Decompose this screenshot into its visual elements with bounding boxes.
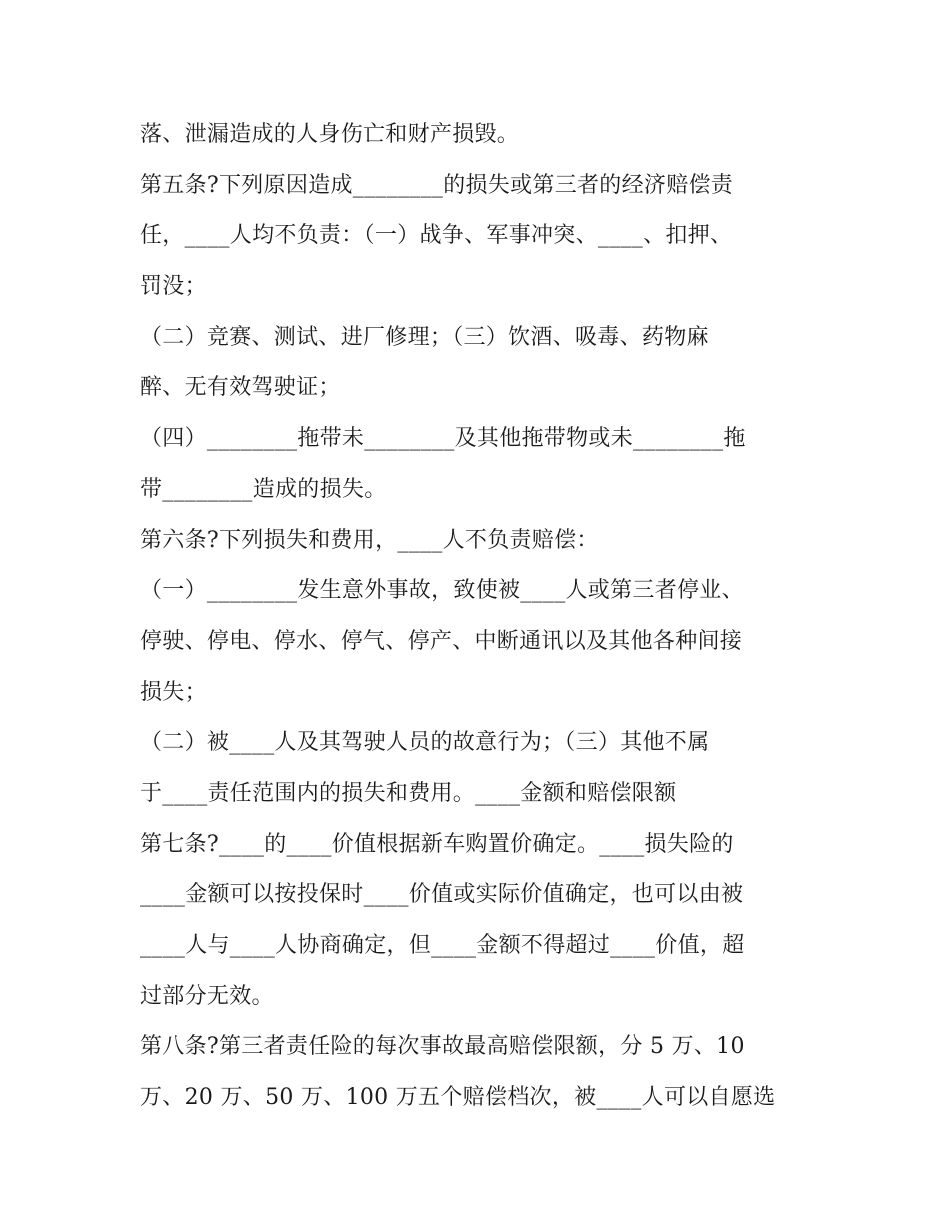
text-line: （四）________拖带未________及其他拖带物或未________拖 (140, 426, 746, 452)
text-line: （二）竞赛、测试、进厂修理；（三）饮酒、吸毒、药物麻 (140, 324, 709, 350)
text-line: 第六条?下列损失和费用，____人不负责赔偿： (140, 527, 599, 553)
document-body (140, 110, 820, 1124)
text-line: 于____责任范围内的损失和费用。____金额和赔偿限额 (140, 780, 677, 806)
text-line: ____人与____人协商确定，但____金额不得超过____价值，超 (140, 933, 745, 958)
text-line: 任，____人均不负责：（一）战争、军事冲突、____、扣押、 (140, 223, 733, 249)
text-line: 第五条?下列原因造成________的损失或第三者的经济赔偿责 (140, 172, 734, 198)
text-line: 万、20 万、50 万、100 万五个赔偿档次，被____人可以自愿选 (140, 1085, 776, 1111)
text-line: 醉、无有效驾驶证； (140, 375, 341, 401)
text-line: 带________造成的损失。 (140, 476, 387, 502)
text-line: 第八条?第三者责任险的每次事故最高赔偿限额，分 5 万、10 (140, 1034, 745, 1060)
text-line: 罚没； (140, 274, 207, 300)
text-line: 过部分无效。 (140, 983, 274, 1009)
text-line: 停驶、停电、停水、停气、停产、中断通讯以及其他各种间接 (140, 628, 743, 654)
text-line: 第七条?____的____价值根据新车购置价确定。____损失险的 (140, 831, 734, 857)
text-line: （二）被____人及其驾驶人员的故意行为；（三）其他不属 (140, 730, 710, 756)
text-line: （一）________发生意外事故，致使被____人或第三者停业、 (140, 578, 744, 604)
text-line: 落、泄漏造成的人身伤亡和财产损毁。 (140, 122, 520, 147)
text-line: ____金额可以按投保时____价值或实际价值确定，也可以由被 (140, 882, 744, 908)
text-line: 损失； (140, 679, 207, 705)
